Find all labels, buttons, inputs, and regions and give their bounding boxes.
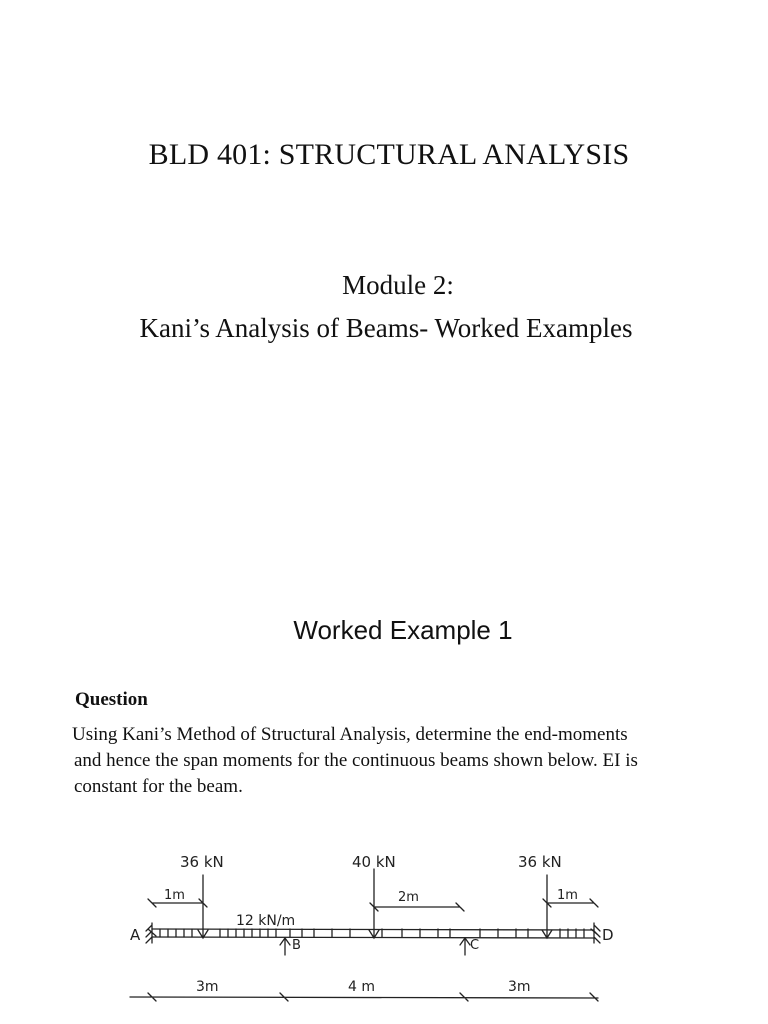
udl-label: 12 kN/m [236,913,296,929]
load-label-2: 40 kN [352,853,396,871]
offset-label-1: 1m [164,888,185,903]
support-arrow-b [280,938,290,955]
beam-diagram [120,845,640,1015]
question-heading: Question [75,689,148,710]
offset-label-2: 2m [398,890,419,905]
span-label-1: 3m [196,979,219,995]
span-label-3: 3m [508,979,531,995]
fixed-support-d [591,923,600,943]
offset-label-3: 1m [557,888,578,903]
support-label-d: D [602,926,614,944]
course-title: BLD 401: STRUCTURAL ANALYSIS [148,138,630,171]
module-heading: Module 2: [342,270,454,300]
module-subtitle: Kani’s Analysis of Beams- Worked Examples [139,313,633,343]
support-label-c: C [470,938,480,953]
load-label-3: 36 kN [518,853,562,871]
question-line-1: Using Kani’s Method of Structural Analysis, determine the end-moments [72,724,628,745]
question-line-2: and hence the span moments for the continuous beams shown below. EI is [74,750,638,771]
fixed-support-a [146,923,156,943]
support-label-a: A [130,926,141,944]
question-line-3: constant for the beam. [74,776,243,797]
span-label-2: 4 m [348,979,375,995]
support-label-b: B [292,938,301,953]
example-heading: Worked Example 1 [293,615,513,645]
support-arrow-c [460,938,470,955]
question-text [74,722,724,800]
load-label-1: 36 kN [180,853,224,871]
